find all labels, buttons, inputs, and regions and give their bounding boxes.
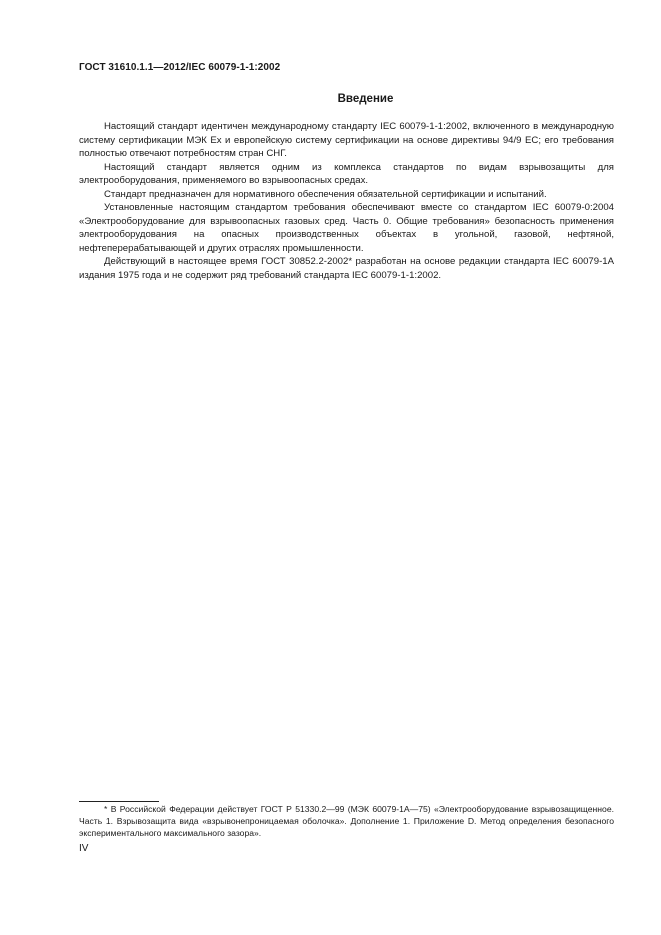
page-number: IV [79, 843, 89, 854]
section-title: Введение [337, 93, 394, 105]
footnote: * В Российской Федерации действует ГОСТ Р 51330.2—99 (МЭК 60079-1А—75) «Электрооборудование взрывозащищенное. Часть 1. Взрывозащита вида «взрывонепроницаемая оболочка». Дополнение 1. Приложение D. Метод определения безопасного экспериментального максимального зазора». [79, 804, 614, 839]
paragraph: Стандарт предназначен для нормативного обеспечения обязательной сертификации и испытаний. [104, 188, 547, 200]
running-header: ГОСТ 31610.1.1—2012/IEC 60079-1-1:2002 [79, 62, 281, 73]
paragraph: Установленные настоящим стандартом требования обеспечивают вместе со стандартом IEC 60079-0:2004 «Электрооборудование для взрывоопасных газовых сред. Часть 0. Общие требования» безопасность применения электрооборудования на опасных производственных объектах в угольной, газовой, нефтяной, нефтеперерабатывающей и других отраслях промышленности. [79, 202, 614, 254]
paragraph: Действующий в настоящее время ГОСТ 30852.2-2002* разработан на основе редакции стандарта IEC 60079-1A издания 1975 года и не содержит ряд требований стандарта IEC 60079-1-1:2002. [79, 256, 614, 281]
footnote-separator [79, 801, 159, 802]
paragraph: Настоящий стандарт идентичен международному стандарту IEC 60079-1-1:2002, включенного в международную систему сертификации МЭК Ex и европейскую систему сертификации на основе директивы 94/9 EC; его требования полностью отвечают потребностям стран СНГ. [79, 121, 614, 159]
paragraph: Настоящий стандарт является одним из комплекса стандартов по видам взрывозащиты для электрооборудования, применяемого во взрывоопасных средах. [79, 161, 614, 186]
body-text [79, 120, 614, 282]
